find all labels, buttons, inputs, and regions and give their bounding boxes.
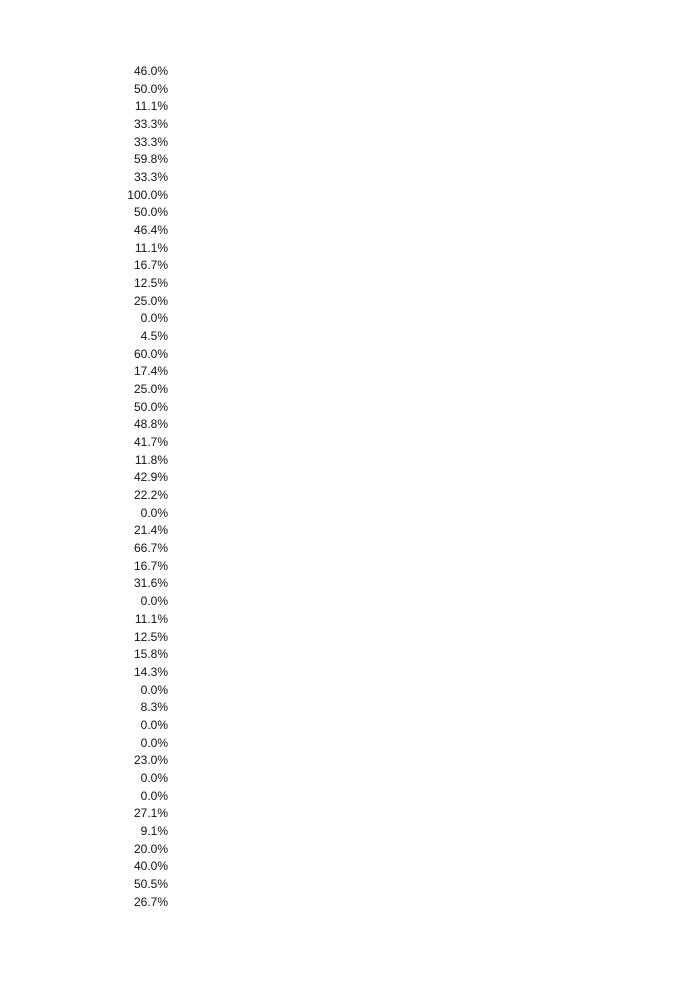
percentage-cell: 41.7% — [133, 435, 168, 450]
percentage-cell: 20.0% — [133, 841, 168, 856]
percentage-cell: 100.0% — [127, 187, 168, 202]
percentage-cell: 50.0% — [133, 81, 168, 96]
percentage-cell: 12.5% — [133, 629, 168, 644]
percentage-cell: 11.1% — [134, 240, 168, 255]
percentage-cell: 16.7% — [133, 558, 168, 573]
percentage-cell: 60.0% — [133, 346, 168, 361]
percentage-cell: 4.5% — [140, 329, 168, 344]
percentage-cell: 33.3% — [133, 170, 168, 185]
percentage-cell: 0.0% — [140, 770, 168, 785]
percentage-cell: 25.0% — [133, 293, 168, 308]
percentage-cell: 0.0% — [140, 594, 168, 609]
percentage-cell: 46.0% — [133, 64, 168, 78]
percentage-cell: 26.7% — [133, 894, 168, 909]
percentage-cell: 50.0% — [133, 205, 168, 220]
percentage-cell: 0.0% — [140, 717, 168, 732]
percentage-cell: 23.0% — [133, 753, 168, 768]
percentage-cell: 12.5% — [133, 276, 168, 291]
percentage-cell: 48.8% — [133, 417, 168, 432]
percentage-cell: 0.0% — [140, 788, 168, 803]
percentage-column — [108, 63, 168, 911]
percentage-cell: 33.3% — [133, 134, 168, 149]
percentage-cell: 46.4% — [133, 223, 168, 238]
percentage-cell: 15.8% — [133, 647, 168, 662]
percentage-cell: 8.3% — [140, 700, 168, 715]
percentage-cell: 14.3% — [133, 664, 168, 679]
percentage-cell: 42.9% — [133, 470, 168, 485]
percentage-cell: 21.4% — [133, 523, 168, 538]
percentage-cell: 9.1% — [140, 823, 168, 838]
percentage-cell: 16.7% — [133, 258, 168, 273]
percentage-cell: 0.0% — [140, 505, 168, 520]
percentage-cell: 33.3% — [133, 117, 168, 132]
percentage-cell: 0.0% — [140, 735, 168, 750]
percentage-cell: 50.0% — [133, 399, 168, 414]
percentage-cell: 22.2% — [133, 488, 168, 503]
percentage-cell: 50.5% — [133, 876, 168, 891]
percentage-cell: 11.1% — [134, 99, 168, 114]
percentage-cell: 0.0% — [140, 682, 168, 697]
percentage-cell: 31.6% — [133, 576, 168, 591]
percentage-cell: 59.8% — [133, 152, 168, 167]
percentage-cell: 17.4% — [133, 364, 168, 379]
percentage-cell: 40.0% — [133, 859, 168, 874]
percentage-cell: 25.0% — [133, 382, 168, 397]
percentage-cell: 0.0% — [140, 311, 168, 326]
percentage-cell: 66.7% — [133, 541, 168, 556]
percentage-cell: 11.8% — [134, 452, 168, 467]
percentage-cell: 27.1% — [133, 806, 168, 821]
percentage-cell: 11.1% — [134, 611, 168, 626]
